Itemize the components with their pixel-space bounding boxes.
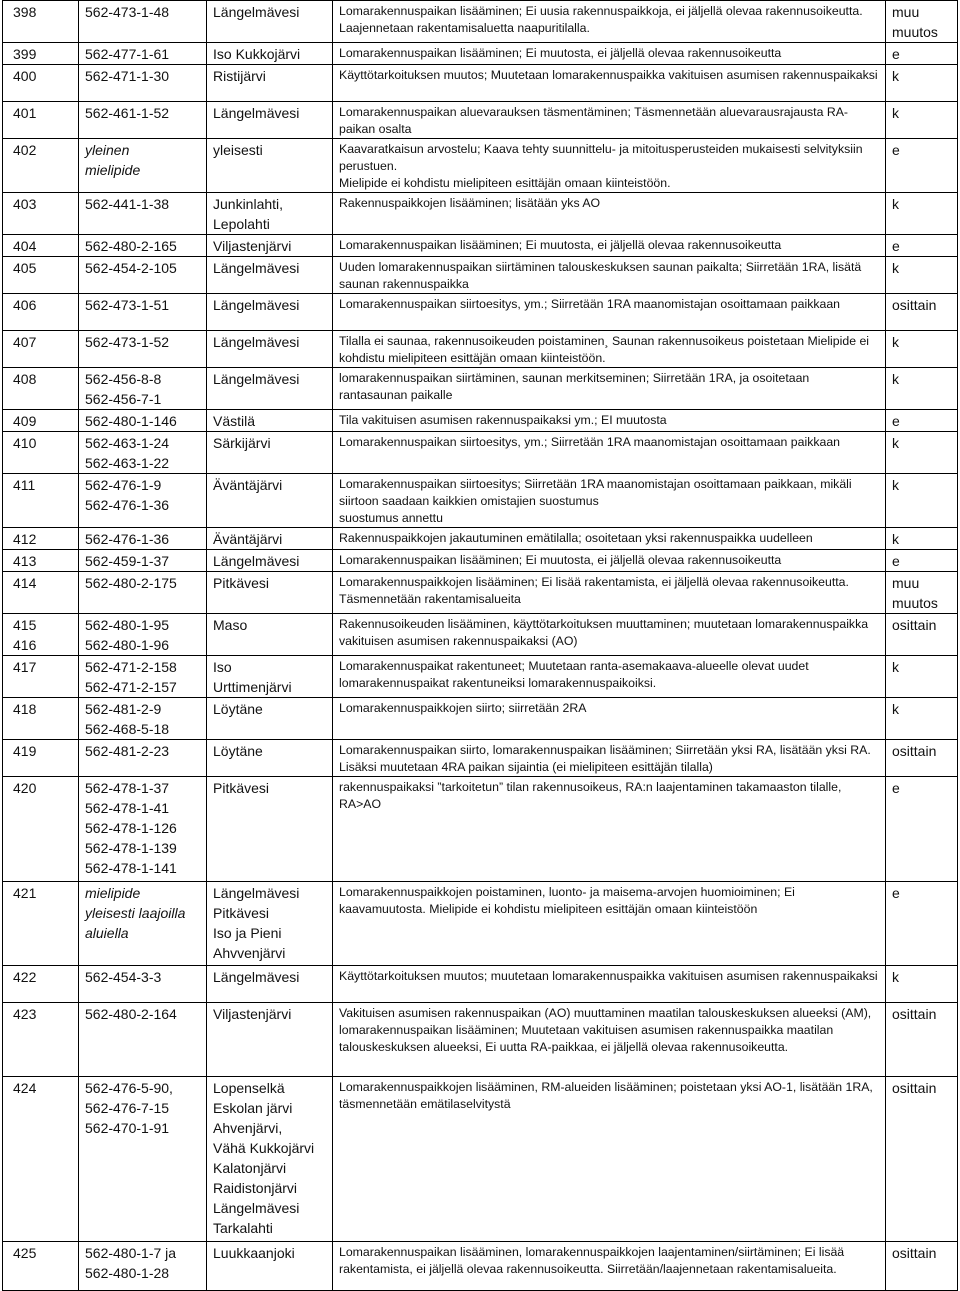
table-row — [3, 777, 958, 882]
row-number-cell: 420 — [3, 777, 79, 882]
location-cell: Pitkävesi — [207, 572, 333, 614]
location-cell: Längelmävesi — [207, 550, 333, 572]
description-cell: Lomarakennuspaikan aluevarauksen täsmentäminen; Täsmennetään aluevarausrajausta RA-paikan osalta — [333, 102, 886, 139]
location-cell: Äväntäjärvi — [207, 474, 333, 528]
table-row — [3, 235, 958, 257]
location-cell: Längelmävesi — [207, 257, 333, 294]
row-number-cell: 404 — [3, 235, 79, 257]
row-number-cell: 413 — [3, 550, 79, 572]
description-cell: Rakennuspaikkojen jakautuminen emätilalla; osoitetaan yksi rakennuspaikka uudelleen — [333, 528, 886, 550]
row-number-cell: 414 — [3, 572, 79, 614]
location-cell: Längelmävesi — [207, 331, 333, 368]
status-cell: muu muutos — [886, 572, 958, 614]
location-cell: Iso Kukkojärvi — [207, 43, 333, 65]
location-cell: Iso Urttimenjärvi — [207, 656, 333, 698]
description-cell: Tilalla ei saunaa, rakennusoikeuden poistaminen¸ Saunan rakennusoikeus poistetaan Mielipide ei kohdistu mielipiteen esittäjän omaan kiinteistöön. — [333, 331, 886, 368]
parcel-id-cell: 562-456-8-8 562-456-7-1 — [79, 368, 207, 410]
location-cell: Viljastenjärvi — [207, 235, 333, 257]
parcel-id-cell: 562-476-1-36 — [79, 528, 207, 550]
table-row — [3, 614, 958, 656]
parcel-id-cell: 562-480-2-165 — [79, 235, 207, 257]
parcel-id-cell: 562-454-3-3 — [79, 966, 207, 1003]
parcel-id-cell: 562-477-1-61 — [79, 43, 207, 65]
location-cell: Viljastenjärvi — [207, 1003, 333, 1077]
description-cell: Lomarakennuspaikan siirto, lomarakennuspaikan lisääminen; Siirretään yksi RA, lisätään yksi RA. Lisäksi muutetaan 4RA paikan sijaintia (ei mielipiteen esittäjän tilalla) — [333, 740, 886, 777]
status-cell: e — [886, 235, 958, 257]
table-row — [3, 102, 958, 139]
status-cell: osittain — [886, 1003, 958, 1077]
row-number-cell: 417 — [3, 656, 79, 698]
parcel-id-cell: 562-459-1-37 — [79, 550, 207, 572]
row-number-cell: 400 — [3, 65, 79, 102]
row-number-cell: 422 — [3, 966, 79, 1003]
location-cell: Lopenselkä Eskolan järvi Ahvenjärvi, Vähä Kukkojärvi Kalatonjärvi Raidistonjärvi Längelmävesi Tarkalahti — [207, 1077, 333, 1242]
row-number-cell: 401 — [3, 102, 79, 139]
parcel-id-cell: yleinen mielipide — [79, 139, 207, 193]
description-cell: rakennuspaikaksi ”tarkoitetun” tilan rakennusoikeus, RA:n laajentaminen takamaaston tilalle, RA>AO — [333, 777, 886, 882]
status-cell: k — [886, 331, 958, 368]
table-row — [3, 1, 958, 43]
row-number-cell: 409 — [3, 410, 79, 432]
row-number-cell: 405 — [3, 257, 79, 294]
table-row — [3, 410, 958, 432]
parcel-id-cell: 562-478-1-37 562-478-1-41 562-478-1-126 562-478-1-139 562-478-1-141 — [79, 777, 207, 882]
status-cell: k — [886, 656, 958, 698]
description-cell: Lomarakennuspaikkojen lisääminen; Ei lisää rakentamista, ei jäljellä olevaa rakennusoikeutta. Täsmennetään rakentamisalueita — [333, 572, 886, 614]
row-number-cell: 398 — [3, 1, 79, 43]
parcel-id-cell: 562-441-1-38 — [79, 193, 207, 235]
parcel-id-cell: 562-473-1-48 — [79, 1, 207, 43]
location-cell: Löytäne — [207, 740, 333, 777]
description-cell: Lomarakennuspaikat rakentuneet; Muutetaan ranta-asemakaava-alueelle olevat uudet lomarakennuspaikat rakentuneiksi lomarakennuspaikoiksi. — [333, 656, 886, 698]
description-cell: Lomarakennuspaikan lisääminen; Ei uusia rakennuspaikkoja, ei jäljellä olevaa rakennusoikeutta. Laajennetaan rakentamisaluetta naapuritilalla. — [333, 1, 886, 43]
location-cell: Särkijärvi — [207, 432, 333, 474]
description-cell: Lomarakennuspaikan lisääminen; Ei muutosta, ei jäljellä olevaa rakennusoikeutta — [333, 550, 886, 572]
location-cell: Längelmävesi — [207, 368, 333, 410]
parcel-id-cell: 562-480-2-175 — [79, 572, 207, 614]
description-cell: Lomarakennuspaikan lisääminen; Ei muutosta, ei jäljellä olevaa rakennusoikeutta — [333, 43, 886, 65]
status-cell: muu muutos — [886, 1, 958, 43]
table-row — [3, 474, 958, 528]
status-cell: k — [886, 65, 958, 102]
description-cell: Lomarakennuspaikkojen siirto; siirretään 2RA — [333, 698, 886, 740]
row-number-cell: 408 — [3, 368, 79, 410]
parcel-id-cell: 562-471-1-30 — [79, 65, 207, 102]
parcel-id-cell: 562-461-1-52 — [79, 102, 207, 139]
status-cell: k — [886, 966, 958, 1003]
status-cell: k — [886, 257, 958, 294]
location-cell: Längelmävesi — [207, 294, 333, 331]
row-number-cell: 402 — [3, 139, 79, 193]
description-cell: Vakituisen asumisen rakennuspaikan (AO) muuttaminen maatilan talouskeskuksen alueeksi (AM), lomarakennuspaikan lisääminen; Muutetaan vakituisen asumisen rakennuspaikka maatilan talouskeskuksen alueeksi, Ei uutta RA-paikkaa, ei jäljellä olevaa rakennusoikeutta. — [333, 1003, 886, 1077]
row-number-cell: 410 — [3, 432, 79, 474]
table-row — [3, 368, 958, 410]
parcel-id-cell: 562-480-1-7 ja 562-480-1-28 — [79, 1242, 207, 1291]
table-row — [3, 257, 958, 294]
description-cell: Käyttötarkoituksen muutos; muutetaan lomarakennuspaikka vakituisen asumisen rakennuspaikaksi — [333, 966, 886, 1003]
feedback-table — [2, 0, 958, 1291]
table-row — [3, 294, 958, 331]
status-cell: e — [886, 139, 958, 193]
location-cell: Västilä — [207, 410, 333, 432]
status-cell: k — [886, 102, 958, 139]
status-cell: k — [886, 528, 958, 550]
status-cell: osittain — [886, 294, 958, 331]
row-number-cell: 418 — [3, 698, 79, 740]
parcel-id-cell: 562-480-2-164 — [79, 1003, 207, 1077]
location-cell: Maso — [207, 614, 333, 656]
table-row — [3, 882, 958, 966]
location-cell: Längelmävesi — [207, 1, 333, 43]
parcel-id-cell: 562-476-1-9 562-476-1-36 — [79, 474, 207, 528]
table-row — [3, 1077, 958, 1242]
table-row — [3, 698, 958, 740]
description-cell: Lomarakennuspaikan siirtoesitys, ym.; Siirretään 1RA maanomistajan osoittamaan paikkaan — [333, 294, 886, 331]
row-number-cell: 411 — [3, 474, 79, 528]
parcel-id-cell: 562-481-2-23 — [79, 740, 207, 777]
location-cell: Längelmävesi Pitkävesi Iso ja Pieni Ahvvenjärvi — [207, 882, 333, 966]
row-number-cell: 399 — [3, 43, 79, 65]
location-cell: Äväntäjärvi — [207, 528, 333, 550]
description-cell: Kaavaratkaisun arvostelu; Kaava tehty suunnittelu- ja mitoitusperusteiden mukaisesti selvityksiin perustuen. Mielipide ei kohdistu mielipiteen esittäjän omaan kiinteistöön. — [333, 139, 886, 193]
description-cell: Lomarakennuspaikan lisääminen, lomarakennuspaikkojen laajentaminen/siirtäminen; Ei lisää rakentamista, ei jäljellä olevaa rakennusoikeutta. Siirretään/laajennetaan rakentamisalueita. — [333, 1242, 886, 1291]
description-cell: Lomarakennuspaikkojen lisääminen, RM-alueiden lisääminen; poistetaan yksi AO-1, lisätään 1RA, täsmennetään emätilaselvitystä — [333, 1077, 886, 1242]
parcel-id-cell: 562-454-2-105 — [79, 257, 207, 294]
table-row — [3, 550, 958, 572]
description-cell: lomarakennuspaikan siirtäminen, saunan merkitseminen; Siirretään 1RA, ja osoitetaan rantasaunan paikalle — [333, 368, 886, 410]
parcel-id-cell: 562-481-2-9 562-468-5-18 — [79, 698, 207, 740]
status-cell: osittain — [886, 740, 958, 777]
location-cell: Längelmävesi — [207, 966, 333, 1003]
table-row — [3, 65, 958, 102]
status-cell: e — [886, 550, 958, 572]
parcel-id-cell: mielipide yleisesti laajoilla aluiella — [79, 882, 207, 966]
row-number-cell: 406 — [3, 294, 79, 331]
status-cell: osittain — [886, 1242, 958, 1291]
row-number-cell: 407 — [3, 331, 79, 368]
table-row — [3, 432, 958, 474]
parcel-id-cell: 562-471-2-158 562-471-2-157 — [79, 656, 207, 698]
feedback-table-body — [3, 1, 958, 1291]
row-number-cell: 403 — [3, 193, 79, 235]
description-cell: Rakennusoikeuden lisääminen, käyttötarkoituksen muuttaminen; muutetaan lomarakennuspaikka vakituisen asumisen rakennuspaikaksi (AO) — [333, 614, 886, 656]
status-cell: k — [886, 432, 958, 474]
description-cell: Uuden lomarakennuspaikan siirtäminen talouskeskuksen saunan paikalta; Siirretään 1RA, lisätä saunan rakennuspaikka — [333, 257, 886, 294]
description-cell: Lomarakennuspaikkojen poistaminen, luonto- ja maisema-arvojen huomioiminen; Ei kaavamuutosta. Mielipide ei kohdistu mielipiteen esittäjän omaan kiinteistöön — [333, 882, 886, 966]
location-cell: Ristijärvi — [207, 65, 333, 102]
table-row — [3, 43, 958, 65]
parcel-id-cell: 562-473-1-51 — [79, 294, 207, 331]
row-number-cell: 421 — [3, 882, 79, 966]
table-row — [3, 656, 958, 698]
location-cell: Pitkävesi — [207, 777, 333, 882]
location-cell: Luukkaanjoki — [207, 1242, 333, 1291]
description-cell: Käyttötarkoituksen muutos; Muutetaan lomarakennuspaikka vakituisen asumisen rakennuspaikaksi — [333, 65, 886, 102]
table-row — [3, 331, 958, 368]
description-cell: Tila vakituisen asumisen rakennuspaikaksi ym.; EI muutosta — [333, 410, 886, 432]
table-row — [3, 1242, 958, 1291]
table-row — [3, 528, 958, 550]
status-cell: k — [886, 368, 958, 410]
status-cell: e — [886, 410, 958, 432]
parcel-id-cell: 562-473-1-52 — [79, 331, 207, 368]
description-cell: Lomarakennuspaikan lisääminen; Ei muutosta, ei jäljellä olevaa rakennusoikeutta — [333, 235, 886, 257]
table-row — [3, 1003, 958, 1077]
location-cell: Löytäne — [207, 698, 333, 740]
status-cell: e — [886, 43, 958, 65]
row-number-cell: 423 — [3, 1003, 79, 1077]
status-cell: e — [886, 882, 958, 966]
status-cell: k — [886, 193, 958, 235]
status-cell: osittain — [886, 614, 958, 656]
status-cell: k — [886, 474, 958, 528]
description-cell: Rakennuspaikkojen lisääminen; lisätään yks AO — [333, 193, 886, 235]
row-number-cell: 424 — [3, 1077, 79, 1242]
status-cell: k — [886, 698, 958, 740]
parcel-id-cell: 562-476-5-90, 562-476-7-15 562-470-1-91 — [79, 1077, 207, 1242]
location-cell: yleisesti — [207, 139, 333, 193]
location-cell: Längelmävesi — [207, 102, 333, 139]
parcel-id-cell: 562-463-1-24 562-463-1-22 — [79, 432, 207, 474]
row-number-cell: 412 — [3, 528, 79, 550]
table-row — [3, 966, 958, 1003]
status-cell: osittain — [886, 1077, 958, 1242]
table-row — [3, 740, 958, 777]
parcel-id-cell: 562-480-1-95 562-480-1-96 — [79, 614, 207, 656]
description-cell: Lomarakennuspaikan siirtoesitys; Siirretään 1RA maanomistajan osoittamaan paikkaan, mikäli siirtoon saadaan kaikkien omistajien suostumus suostumus annettu — [333, 474, 886, 528]
table-row — [3, 572, 958, 614]
location-cell: Junkinlahti, Lepolahti — [207, 193, 333, 235]
row-number-cell: 415 416 — [3, 614, 79, 656]
parcel-id-cell: 562-480-1-146 — [79, 410, 207, 432]
row-number-cell: 419 — [3, 740, 79, 777]
table-row — [3, 193, 958, 235]
description-cell: Lomarakennuspaikan siirtoesitys, ym.; Siirretään 1RA maanomistajan osoittamaan paikkaan — [333, 432, 886, 474]
row-number-cell: 425 — [3, 1242, 79, 1291]
status-cell: e — [886, 777, 958, 882]
table-row — [3, 139, 958, 193]
